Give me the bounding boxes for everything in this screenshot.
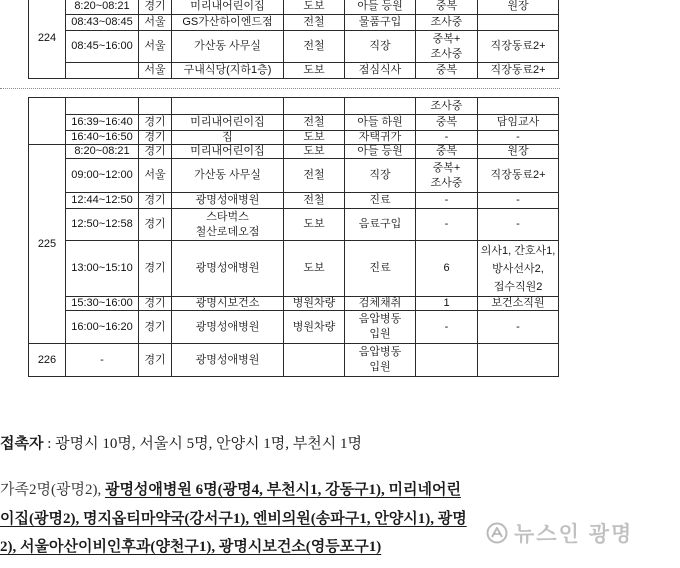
- purpose-cell: 음료구입: [345, 209, 416, 241]
- purpose-cell: 진료: [345, 241, 416, 297]
- contact-count-cell: 중복: [416, 115, 478, 131]
- table-row: [29, 15, 559, 31]
- region-cell: [139, 98, 172, 115]
- purpose-cell: 진료: [345, 193, 416, 209]
- purpose-cell: 아들 하원: [345, 115, 416, 131]
- region-cell: 서울: [139, 63, 172, 79]
- place-cell: 가산동 사무실: [172, 31, 284, 63]
- time-cell: 13:00~15:10: [66, 241, 139, 297]
- contact-count-cell: 조사중: [416, 98, 478, 115]
- place-cell: 스타벅스 철산로데오점: [172, 209, 284, 241]
- transport-cell: 도보: [284, 209, 345, 241]
- transport-cell: 전철: [284, 15, 345, 31]
- table-row: [29, 344, 559, 377]
- contact-count-cell: 중복: [416, 145, 478, 159]
- watermark-text: 뉴스인 광명: [514, 523, 634, 546]
- time-cell: 12:44~12:50: [66, 193, 139, 209]
- transport-cell: 병원차량: [284, 297, 345, 311]
- previous-page-table-area: [0, 0, 680, 80]
- contact-count-cell: [416, 344, 478, 377]
- time-cell: 16:39~16:40: [66, 115, 139, 131]
- contact-count-cell: 중복: [416, 63, 478, 79]
- place-cell: 광명성애병원: [172, 193, 284, 209]
- family-contacts-text: 가족2명(광명2),: [0, 482, 105, 498]
- time-cell: 8:20~08:21: [66, 0, 139, 15]
- region-cell: 서울: [139, 159, 172, 193]
- table-row: [29, 31, 559, 63]
- purpose-cell: [345, 98, 416, 115]
- watermark: [486, 518, 633, 548]
- region-cell: 경기: [139, 311, 172, 344]
- transport-cell: 전철: [284, 31, 345, 63]
- purpose-cell: 아들 등원: [345, 0, 416, 15]
- contact-count-cell: 중복+ 조사중: [416, 159, 478, 193]
- contacts-summary-text: : 광명시 10명, 서울시 5명, 안양시 1명, 부천시 1명: [43, 436, 362, 452]
- region-cell: 서울: [139, 15, 172, 31]
- transport-cell: 도보: [284, 241, 345, 297]
- place-cell: 가산동 사무실: [172, 159, 284, 193]
- contact-count-cell: -: [416, 131, 478, 145]
- table-row: [29, 209, 559, 241]
- table-row: [29, 115, 559, 131]
- place-cell: 구내식당(지하1층): [172, 63, 284, 79]
- region-cell: 경기: [139, 297, 172, 311]
- contact-count-cell: -: [416, 209, 478, 241]
- transport-cell: 도보: [284, 145, 345, 159]
- movement-table-top: [28, 0, 559, 79]
- table-row: [29, 193, 559, 209]
- contact-count-cell: -: [416, 311, 478, 344]
- table-row: [29, 0, 559, 15]
- contact-persons-cell: 원장: [478, 145, 559, 159]
- contact-persons-cell: -: [478, 311, 559, 344]
- transport-cell: 병원차량: [284, 311, 345, 344]
- region-cell: 경기: [139, 344, 172, 377]
- contact-count-cell: 중복: [416, 0, 478, 15]
- table-row: [29, 98, 559, 115]
- contact-persons-cell: 원장: [478, 0, 559, 15]
- contact-persons-cell: 직장동료2+: [478, 63, 559, 79]
- region-cell: 경기: [139, 241, 172, 297]
- contact-count-cell: 1: [416, 297, 478, 311]
- contact-persons-cell: 직장동료2+: [478, 31, 559, 63]
- table-row: [29, 311, 559, 344]
- time-cell: -: [66, 344, 139, 377]
- transport-cell: 도보: [284, 63, 345, 79]
- contact-breakdown-line: [0, 479, 676, 501]
- case-number-cell: [29, 98, 66, 145]
- contact-count-cell: 조사중: [416, 15, 478, 31]
- contact-breakdown-emphasis: 이집(광명2), 명지옵티마약국(강서구1), 엔비의원(송파구1, 안양시1), 광명: [0, 511, 467, 527]
- contact-persons-cell: -: [478, 193, 559, 209]
- time-cell: 09:00~12:00: [66, 159, 139, 193]
- case-number-cell: 224: [29, 0, 66, 79]
- transport-cell: 전철: [284, 115, 345, 131]
- time-cell: 12:50~12:58: [66, 209, 139, 241]
- purpose-cell: 음압병동 입원: [345, 311, 416, 344]
- purpose-cell: 아들 등원: [345, 145, 416, 159]
- place-cell: 미리내어린이집: [172, 145, 284, 159]
- purpose-cell: 검체채취: [345, 297, 416, 311]
- contacts-summary: [0, 433, 676, 455]
- time-cell: 08:45~16:00: [66, 31, 139, 63]
- place-cell: 광명성애병원: [172, 344, 284, 377]
- transport-cell: 전철: [284, 159, 345, 193]
- place-cell: [172, 98, 284, 115]
- table-row: [29, 241, 559, 297]
- contact-persons-cell: -: [478, 209, 559, 241]
- table-row: [29, 131, 559, 145]
- region-cell: 경기: [139, 193, 172, 209]
- region-cell: 경기: [139, 209, 172, 241]
- table-body: [29, 98, 559, 377]
- contact-breakdown-emphasis: 2), 서울아산이비인후과(양천구1), 광명시보건소(영등포구1): [0, 539, 382, 555]
- purpose-cell: 직장: [345, 31, 416, 63]
- place-cell: GS가산하이엔드점: [172, 15, 284, 31]
- region-cell: 경기: [139, 0, 172, 15]
- place-cell: 집: [172, 131, 284, 145]
- place-cell: 광명성애병원: [172, 311, 284, 344]
- time-cell: 16:40~16:50: [66, 131, 139, 145]
- table-body: [29, 0, 559, 79]
- contact-persons-cell: 의사1, 간호사1, 방사선사2, 접수직원2: [478, 241, 559, 297]
- transport-cell: 도보: [284, 0, 345, 15]
- transport-cell: [284, 344, 345, 377]
- contact-persons-cell: [478, 98, 559, 115]
- table-row: [29, 63, 559, 79]
- news-logo-icon: [486, 522, 508, 544]
- time-cell: 08:43~08:45: [66, 15, 139, 31]
- purpose-cell: 자택귀가: [345, 131, 416, 145]
- table-row: [29, 297, 559, 311]
- region-cell: 경기: [139, 145, 172, 159]
- place-cell: 광명성애병원: [172, 241, 284, 297]
- time-cell: 16:00~16:20: [66, 311, 139, 344]
- case-number-cell: 225: [29, 145, 66, 344]
- contact-persons-cell: [478, 344, 559, 377]
- region-cell: 경기: [139, 115, 172, 131]
- case-number-cell: 226: [29, 344, 66, 377]
- contact-count-cell: -: [416, 193, 478, 209]
- contact-persons-cell: 보건소직원: [478, 297, 559, 311]
- contacts-label: 접촉자: [0, 436, 44, 452]
- purpose-cell: 물품구입: [345, 15, 416, 31]
- purpose-cell: 음압병동 입원: [345, 344, 416, 377]
- region-cell: 경기: [139, 131, 172, 145]
- place-cell: 광명시보건소: [172, 297, 284, 311]
- time-cell: [66, 63, 139, 79]
- contact-count-cell: 중복+ 조사중: [416, 31, 478, 63]
- transport-cell: 도보: [284, 131, 345, 145]
- place-cell: 미리내어린이집: [172, 0, 284, 15]
- table-row: [29, 145, 559, 159]
- region-cell: 서울: [139, 31, 172, 63]
- movement-table: [28, 97, 559, 377]
- purpose-cell: 점심식사: [345, 63, 416, 79]
- contact-persons-cell: 직장동료2+: [478, 159, 559, 193]
- purpose-cell: 직장: [345, 159, 416, 193]
- contact-persons-cell: -: [478, 131, 559, 145]
- contact-breakdown-emphasis: 광명성애병원 6명(광명4, 부천시1, 강동구1), 미리네어린: [104, 482, 461, 498]
- contact-persons-cell: 담임교사: [478, 115, 559, 131]
- time-cell: 8:20~08:21: [66, 145, 139, 159]
- page-break-line: [0, 88, 560, 89]
- table-row: [29, 159, 559, 193]
- place-cell: 미리내어린이집: [172, 115, 284, 131]
- transport-cell: [284, 98, 345, 115]
- time-cell: 15:30~16:00: [66, 297, 139, 311]
- contact-persons-cell: [478, 15, 559, 31]
- transport-cell: 전철: [284, 193, 345, 209]
- contact-count-cell: 6: [416, 241, 478, 297]
- time-cell: [66, 98, 139, 115]
